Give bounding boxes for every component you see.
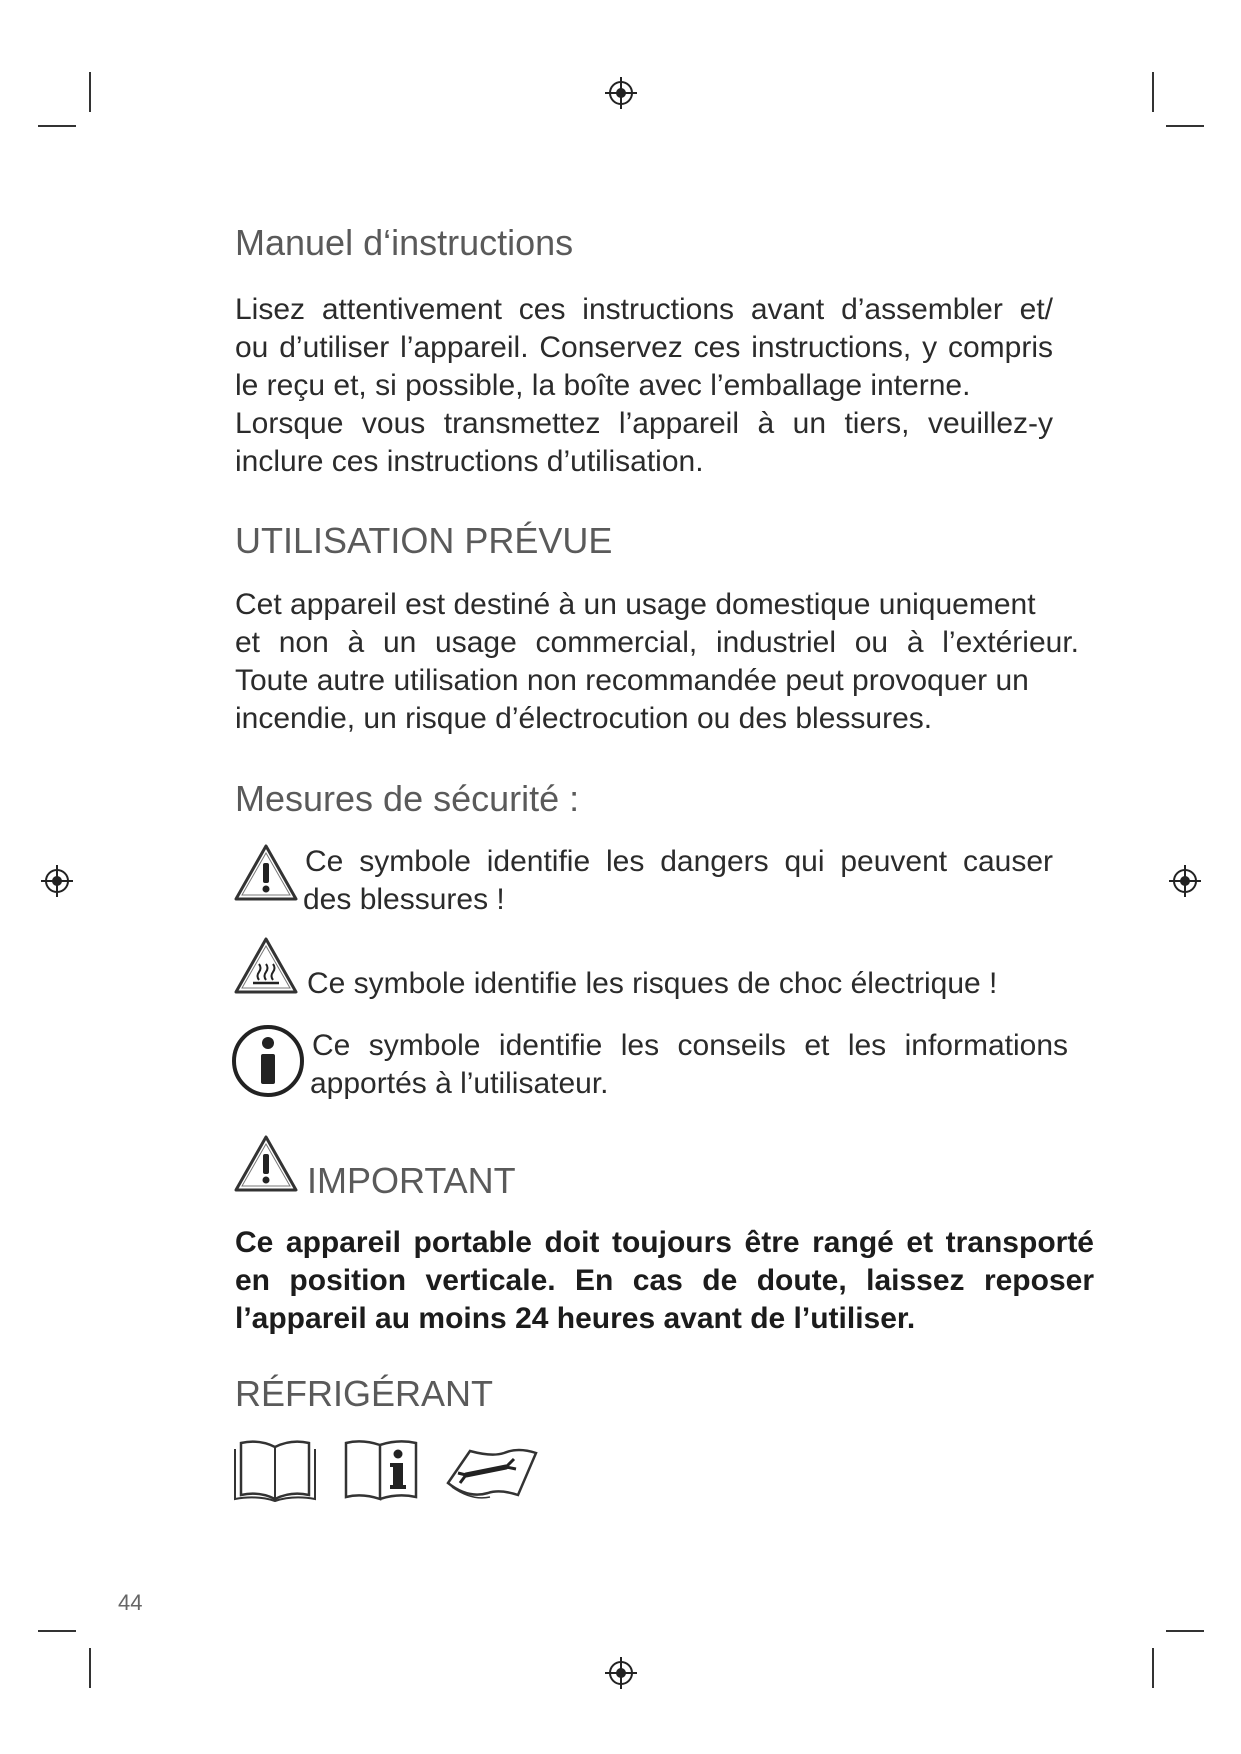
symbol-info-text (312, 1027, 1068, 1065)
intro-line: Lisez attentivement ces instructions avant d’assembler et/ (235, 293, 1053, 326)
intended-use-line: et non à un usage commercial, industriel ou à l’extérieur. (235, 626, 1079, 659)
symbol-info-text-cont: apportés à l’utilisateur. (310, 1067, 609, 1100)
section-heading-intended-use: UTILISATION PRÉVUE (235, 520, 613, 561)
registration-mark-icon (604, 76, 638, 110)
important-line: l’appareil au moins 24 heures avant de l’utiliser. (235, 1302, 916, 1335)
important-paragraph (235, 1224, 1094, 1338)
service-manual-wrench-icon (444, 1445, 540, 1501)
crop-mark (1152, 1648, 1154, 1688)
info-circle-icon (231, 1024, 305, 1098)
symbol-danger-text (305, 843, 1053, 881)
intended-use-line: incendie, un risque d’électrocution ou des blessures. (235, 702, 933, 735)
intro-line: le reçu et, si possible, la boîte avec l’emballage interne. (235, 369, 971, 402)
intro-paragraph (235, 291, 1053, 481)
page-number: 44 (118, 1590, 143, 1615)
intended-use-paragraph (235, 586, 1079, 738)
warning-triangle-icon (233, 843, 299, 903)
crop-mark (38, 1630, 76, 1632)
registration-mark-icon (1168, 864, 1202, 898)
page-title: Manuel d‘instructions (235, 222, 574, 263)
symbol-danger-line: Ce symbole identifie les dangers qui peuvent causer (305, 845, 1053, 878)
symbol-info-line: Ce symbole identifie les conseils et les informations (312, 1029, 1068, 1062)
crop-mark (89, 1648, 91, 1688)
warning-triangle-icon (233, 1134, 299, 1194)
important-line: Ce appareil portable doit toujours être rangé et transporté (235, 1226, 1094, 1259)
intro-line: inclure ces instructions d’utilisation. (235, 445, 704, 478)
section-heading-safety: Mesures de sécurité : (235, 778, 580, 819)
manual-info-icon (342, 1437, 420, 1503)
section-heading-important: IMPORTANT (307, 1160, 516, 1201)
open-manual-icon (233, 1437, 317, 1503)
section-heading-refrigerant: RÉFRIGÉRANT (235, 1373, 494, 1414)
crop-mark (89, 72, 91, 112)
crop-mark (38, 125, 76, 127)
crop-mark (1166, 1630, 1204, 1632)
intro-line: Lorsque vous transmettez l’appareil à un tiers, veuillez-y (235, 407, 1053, 440)
intended-use-line: Cet appareil est destiné à un usage domestique uniquement (235, 588, 1036, 621)
crop-mark (1166, 125, 1204, 127)
hot-surface-icon (233, 936, 299, 996)
registration-mark-icon (604, 1656, 638, 1690)
intro-line: ou d’utiliser l’appareil. Conservez ces instructions, y compris (235, 331, 1053, 364)
symbol-electric-text: Ce symbole identifie les risques de choc électrique ! (307, 967, 998, 1000)
registration-mark-icon (40, 864, 74, 898)
symbol-danger-text-cont: des blessures ! (303, 883, 505, 916)
intended-use-line: Toute autre utilisation non recommandée peut provoquer un (235, 664, 1029, 697)
crop-mark (1152, 72, 1154, 112)
important-line: en position verticale. En cas de doute, laissez reposer (235, 1264, 1094, 1297)
